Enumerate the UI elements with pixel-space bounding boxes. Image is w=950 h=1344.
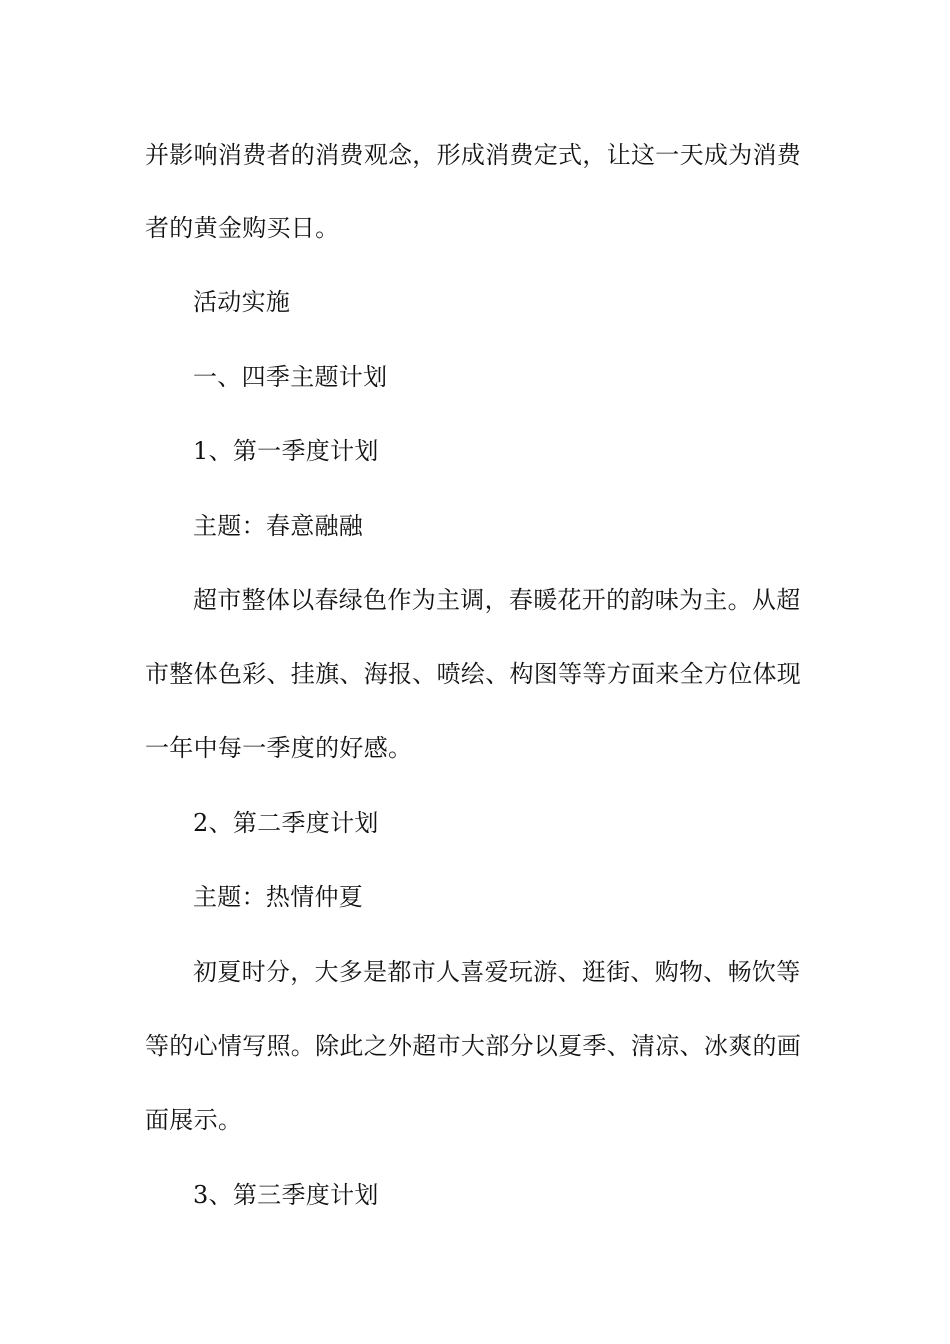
- paragraph-line: 市整体色彩、挂旗、海报、喷绘、构图等等方面来全方位体现: [145, 660, 802, 688]
- section-heading: 活动实施: [193, 288, 291, 316]
- paragraph-line: 者的黄金购买日。: [145, 214, 340, 242]
- paragraph-line: 初夏时分，大多是都市人喜爱玩游、逛街、购物、畅饮等: [193, 958, 801, 986]
- paragraph-line: 等的心情写照。除此之外超市大部分以夏季、清凉、冰爽的画: [145, 1032, 802, 1060]
- paragraph-line: 并影响消费者的消费观念，形成消费定式，让这一天成为消费: [145, 141, 802, 169]
- paragraph-line: 一年中每一季度的好感。: [145, 734, 413, 762]
- subsection-heading: 3、第三季度计划: [193, 1181, 379, 1209]
- section-heading: 一、四季主题计划: [193, 363, 388, 391]
- theme-line: 主题：热情仲夏: [193, 883, 364, 911]
- theme-line: 主题：春意融融: [193, 512, 364, 540]
- subsection-heading: 2、第二季度计划: [193, 809, 379, 837]
- paragraph-line: 面展示。: [145, 1106, 243, 1134]
- paragraph-line: 超市整体以春绿色作为主调，春暖花开的韵味为主。从超: [193, 586, 801, 614]
- subsection-heading: 1、第一季度计划: [193, 437, 379, 465]
